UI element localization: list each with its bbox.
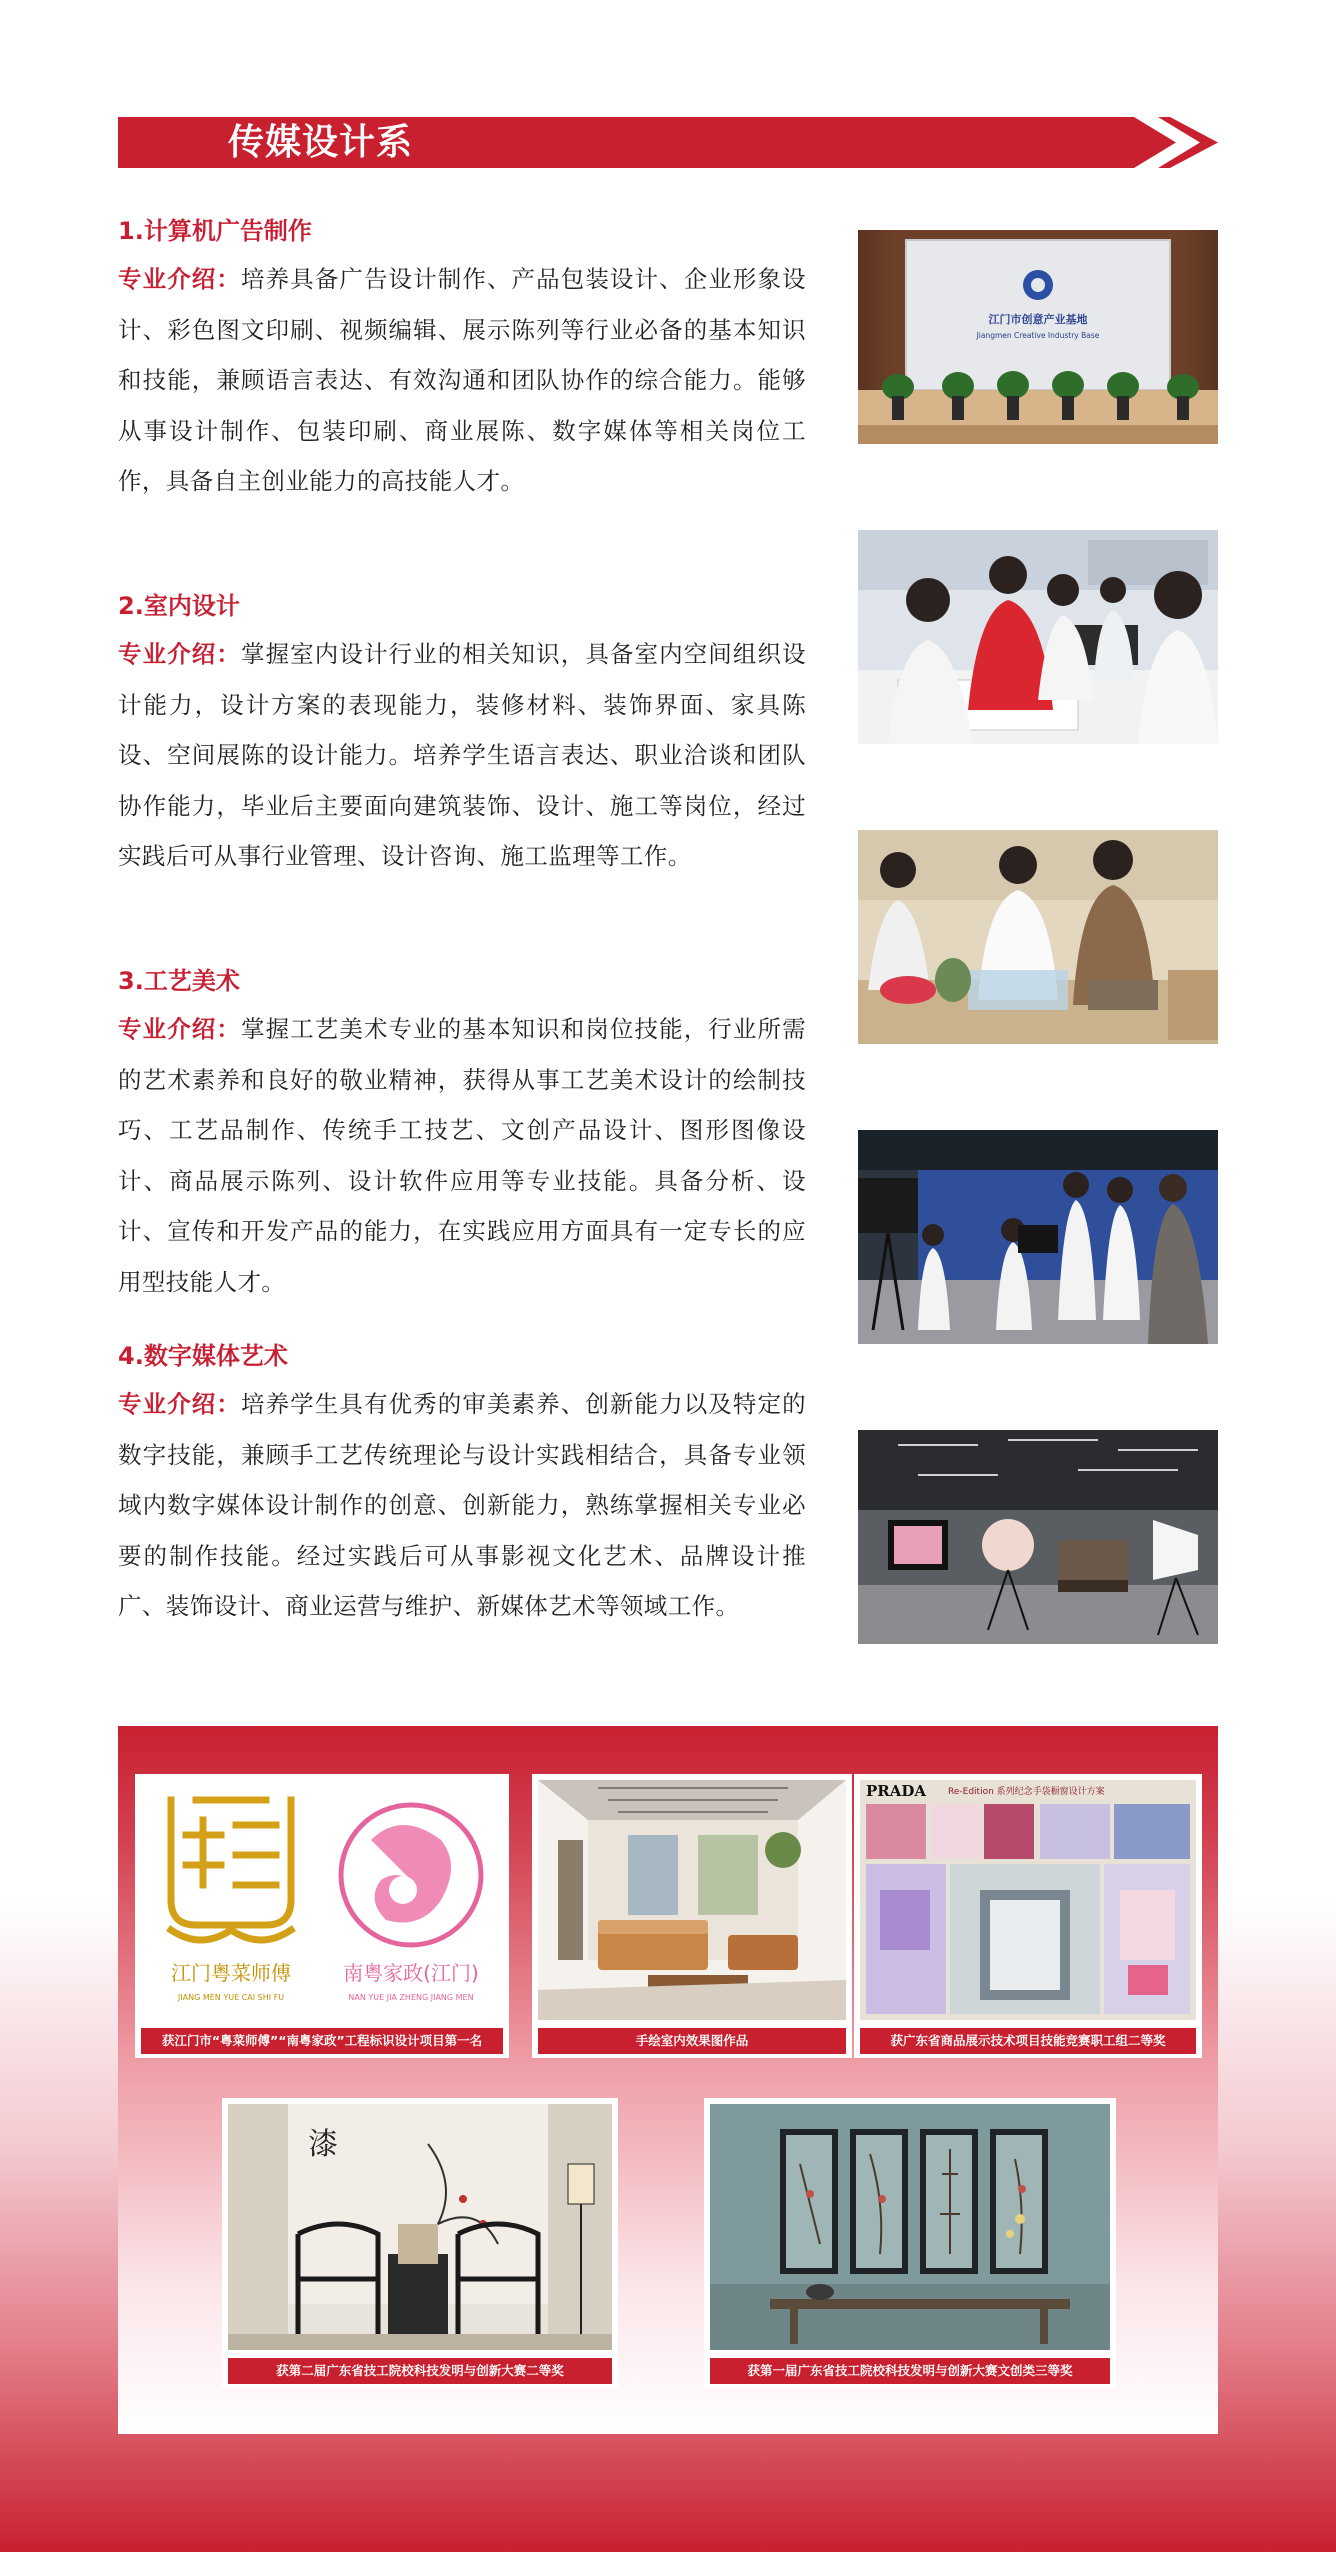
major-description — [118, 1004, 806, 1307]
art-panels-photo — [710, 2104, 1110, 2350]
major-title: 3.工艺美术 — [118, 967, 240, 995]
major-title: 2.室内设计 — [118, 592, 240, 620]
major-body: 培养具备广告设计制作、产品包装设计、企业形象设计、彩色图文印刷、视频编辑、展示陈列等行业必备的基本知识和技能，兼顾语言表达、有效沟通和团队协作的综合能力。能够从事设计制作、包装印刷、商业展陈、数字媒体等相关岗位工作，具备自主创业能力的高技能人才。 — [118, 265, 806, 495]
prada-heading: Re-Edition 系列纪念手袋橱窗设计方案 — [948, 1787, 1105, 1797]
logo1-cn: 江门粤菜师傅 — [171, 1961, 291, 1985]
award-image — [710, 2104, 1110, 2350]
major-lead-label: 专业介绍： — [118, 1015, 241, 1043]
photo-creative-industry-base — [858, 230, 1218, 444]
major-lead-label: 专业介绍： — [118, 265, 241, 293]
major-body: 掌握工艺美术专业的基本知识和岗位技能，行业所需的艺术素养和良好的敬业精神，获得从事工艺美术设计的绘制技巧、工艺品制作、传统手工技艺、文创产品设计、图形图像设计、商品展示陈列、设计软件应用等专业技能。具备分析、设计、宣传和开发产品的能力，在实践应用方面具有一定专长的应用型技能人才。 — [118, 1015, 806, 1296]
logo2-en: NAN YUE JIA ZHENG JIANG MEN — [348, 1993, 474, 2002]
prada-brand: PRADA — [866, 1782, 927, 1800]
awards-section — [118, 1726, 1218, 2434]
major-lead-label: 专业介绍： — [118, 640, 241, 668]
award-image — [228, 2104, 612, 2350]
photo-interior-design-class — [858, 530, 1218, 744]
award-image — [538, 1780, 846, 2020]
award-caption: 获江门市“粤菜师傅”“南粤家政”工程标识设计项目第一名 — [141, 2028, 503, 2054]
award-logo-design — [135, 1774, 509, 2058]
award-lacquer-furniture — [222, 2098, 618, 2388]
base-sign-en: Jiangmen Creative Industry Base — [976, 331, 1100, 340]
major-description — [118, 254, 806, 507]
major-title: 1.计算机广告制作 — [118, 217, 312, 245]
major-section-interior-design — [118, 589, 806, 882]
major-description — [118, 629, 806, 882]
photo-photo-studio-image — [858, 1430, 1218, 1644]
award-caption: 手绘室内效果图作品 — [538, 2028, 846, 2054]
department-banner — [118, 117, 1218, 168]
interior-sketch — [538, 1780, 846, 2020]
prada-board — [860, 1780, 1196, 2020]
major-lead-label: 专业介绍： — [118, 1390, 241, 1418]
award-caption: 获第一届广东省技工院校科技发明与创新大赛文创类三等奖 — [710, 2358, 1110, 2384]
photo-classroom-image — [858, 530, 1218, 744]
major-section-computer-advertising — [118, 214, 806, 507]
photo-workshop-image — [858, 830, 1218, 1044]
major-title: 4.数字媒体艺术 — [118, 1342, 288, 1370]
furniture-photo — [228, 2104, 612, 2350]
award-hand-drawn-interior — [532, 1774, 852, 2058]
photo-crafts-workshop — [858, 830, 1218, 1044]
department-title: 传媒设计系 — [228, 122, 414, 163]
logo1-en: JIANG MEN YUE CAI SHI FU — [177, 1993, 285, 2002]
logo-artwork — [141, 1780, 503, 2020]
base-sign-cn: 江门市创意产业基地 — [988, 313, 1088, 326]
award-caption: 获广东省商品展示技术项目技能竞赛职工组二等奖 — [860, 2028, 1196, 2054]
major-body: 掌握室内设计行业的相关知识，具备室内空间组织设计能力，设计方案的表现能力，装修材料、装饰界面、家具陈设、空间展陈的设计能力。培养学生语言表达、职业洽谈和团队协作能力，毕业后主要面向建筑装饰、设计、施工等岗位，经过实践后可从事行业管理、设计咨询、施工监理等工作。 — [118, 640, 806, 870]
photo-studio-image — [858, 1130, 1218, 1344]
award-image — [141, 1780, 503, 2020]
major-section-digital-media-art — [118, 1339, 806, 1632]
photo-lobby-image — [858, 230, 1218, 444]
logo2-cn: 南粤家政(江门) — [343, 1961, 479, 1985]
major-description — [118, 1379, 806, 1632]
photo-photography-studio — [858, 1430, 1218, 1644]
award-prada-display — [854, 1774, 1202, 2058]
major-body: 培养学生具有优秀的审美素养、创新能力以及特定的数字技能，兼顾手工艺传统理论与设计实践相结合，具备专业领域内数字媒体设计制作的创意、创新能力，熟练掌握相关专业必要的制作技能。经过实践后可从事影视文化艺术、品牌设计推广、装饰设计、商业运营与维护、新媒体艺术等领域工作。 — [118, 1390, 806, 1620]
svg-text:漆: 漆 — [308, 2127, 338, 2162]
award-image — [860, 1780, 1196, 2020]
photo-tv-studio — [858, 1130, 1218, 1344]
award-caption: 获第二届广东省技工院校科技发明与创新大赛二等奖 — [228, 2358, 612, 2384]
major-section-arts-crafts — [118, 964, 806, 1307]
award-cultural-panels — [704, 2098, 1116, 2388]
